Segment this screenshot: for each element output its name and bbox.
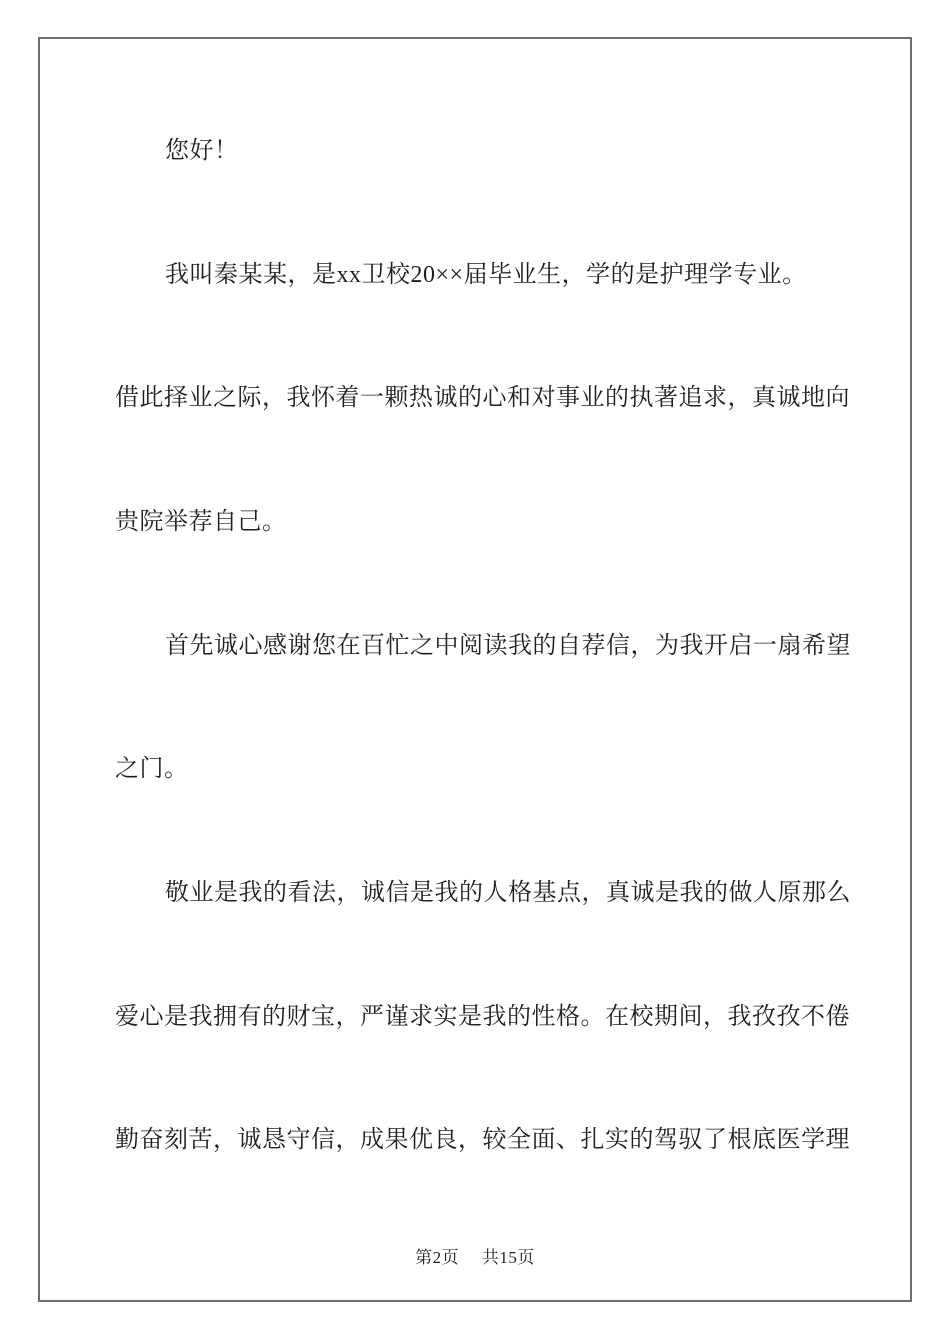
text-line: 敬业是我的看法，诚信是我的人格基点，真诚是我的做人原那么 <box>165 880 851 906</box>
text-line: 贵院举荐自己。 <box>115 509 287 535</box>
text-line: 勤奋刻苦，诚恳守信，成果优良，较全面、扎实的驾驭了根底医学理 <box>115 1127 850 1153</box>
text-line: 爱心是我拥有的财宝，严谨求实是我的性格。在校期间，我孜孜不倦 <box>115 1004 850 1030</box>
text-line: 之门。 <box>115 756 189 782</box>
text-line: 我叫秦某某，是xx卫校20××届毕业生，学的是护理学专业。 <box>165 262 807 288</box>
footer-current-page: 第2页 <box>415 1248 460 1267</box>
text-line: 您好！ <box>165 138 239 164</box>
text-line: 首先诚心感谢您在百忙之中阅读我的自荐信，为我开启一扇希望 <box>165 633 851 659</box>
footer-total-pages: 共15页 <box>481 1248 535 1267</box>
text-line: 借此择业之际，我怀着一颗热诚的心和对事业的执著追求，真诚地向 <box>115 385 850 411</box>
page-border <box>38 37 912 1302</box>
page-footer <box>40 1243 910 1268</box>
